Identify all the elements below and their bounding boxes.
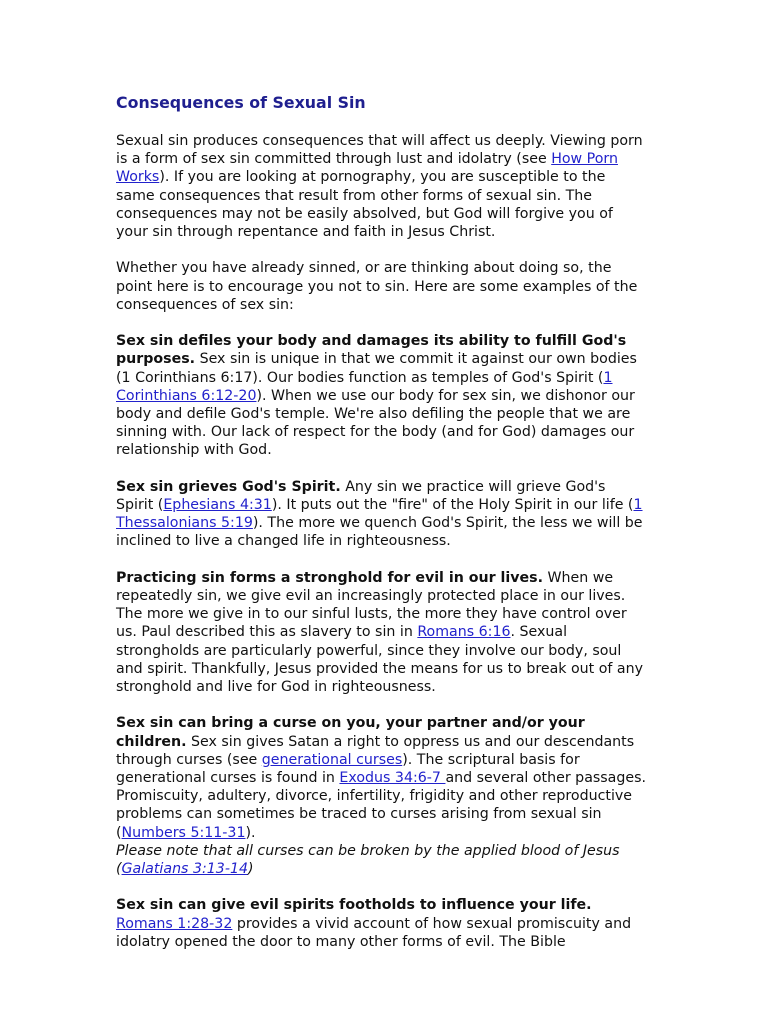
- thessalonians-5-19-link[interactable]: 1 Thessalonians 5:19: [116, 497, 643, 532]
- section-text: ). It puts out the "fire" of the Holy Spirit in our life (: [271, 497, 634, 514]
- intro-text-1: Sexual sin produces consequences that will affect us deeply. Viewing porn is a form of sex sin committed through lust and idolatry (see: [116, 133, 643, 168]
- section-heading-stronghold: Practicing sin forms a stronghold for evil in our lives.: [116, 569, 543, 586]
- section-text: ). When we use our body for sex sin, we dishonor our body and defile God's temple. We're also defiling the people that we are sinning with. Our lack of respect for the body (and for God) damages our relationship with God.: [116, 387, 635, 459]
- generational-curses-link[interactable]: generational curses: [261, 751, 403, 768]
- section-curse: [116, 714, 646, 878]
- section-heading-defiles-body: Sex sin defiles your body and damages its ability to fulfill God's purposes.: [116, 333, 627, 368]
- section-stronghold: [116, 569, 646, 696]
- section-heading-footholds: Sex sin can give evil spirits footholds to influence your life.: [116, 897, 592, 914]
- section-text: Sex sin gives Satan a right to oppress us and our descendants through curses (see: [116, 733, 635, 768]
- romans-1-28-32-link[interactable]: Romans 1:28-32: [116, 915, 233, 932]
- section-text: provides a vivid account of how sexual promiscuity and idolatry opened the door to many other forms of evil. The Bible: [116, 915, 632, 950]
- galatians-3-13-14-link[interactable]: Galatians 3:13-14: [121, 861, 248, 878]
- ephesians-4-31-link[interactable]: Ephesians 4:31: [163, 497, 272, 514]
- section-text: . Sexual strongholds are particularly powerful, since they involve our body, soul and spirit. Thankfully, Jesus provided the means for us to break out of any stronghold and live for God in righteousness.: [116, 624, 644, 696]
- section-text: Sex sin is unique in that we commit it against our own bodies (1 Corinthians 6:17). Our bodies function as temples of God's Spirit (: [116, 351, 637, 386]
- how-porn-works-link[interactable]: How Porn Works: [116, 151, 618, 186]
- section-heading-grieves-spirit: Sex sin grieves God's Spirit.: [116, 478, 341, 495]
- section-text: and several other passages. Promiscuity, adultery, divorce, infertility, frigidity and other reproductive problems can sometimes be traced to curses arising from sexual sin (: [116, 770, 646, 841]
- section-text: Any sin we practice will grieve God's Spirit (: [116, 478, 606, 514]
- section-text: ).: [245, 824, 256, 841]
- romans-6-16-link[interactable]: Romans 6:16: [417, 624, 511, 641]
- section-text: When we repeatedly sin, we give evil an increasingly protected place in our lives. The more we give in to our sinful lusts, the more they have control over us. Paul described this as slavery to sin in: [116, 569, 627, 641]
- numbers-5-11-31-link[interactable]: Numbers 5:11-31: [121, 824, 246, 841]
- section-footholds: [116, 896, 646, 951]
- corinthians-6-12-20-link[interactable]: 1 Corinthians 6:12-20: [116, 369, 613, 404]
- exodus-34-6-7-link[interactable]: Exodus 34:6-7: [339, 770, 446, 787]
- intro-paragraph-2: Whether you have already sinned, or are thinking about doing so, the point here is to encourage you not to sin. Here are some examples of the consequences of sex sin:: [116, 260, 638, 313]
- intro-text-2: ). If you are looking at pornography, you are susceptible to the same consequences that result from other forms of sexual sin. The consequences may not be easily absolved, but God will forgive you of your sin through repentance and faith in Jesus Christ.: [116, 169, 613, 241]
- section-text: ). The more we quench God's Spirit, the less we will be inclined to live a changed life in righteousness.: [116, 515, 643, 550]
- curse-note: [116, 843, 620, 877]
- document-page: [116, 92, 646, 969]
- intro-paragraph: [116, 132, 646, 241]
- section-grieves-spirit: [116, 478, 646, 551]
- section-heading-curse: Sex sin can bring a curse on you, your partner and/or your children.: [116, 715, 585, 750]
- curse-note-text: ): [248, 861, 254, 878]
- section-defiles-body: [116, 332, 646, 459]
- page-title: Consequences of Sexual Sin: [116, 93, 366, 112]
- section-text: ). The scriptural basis for generational curses is found in: [116, 751, 580, 787]
- curse-note-text: Please note that all curses can be broken by the applied blood of Jesus (: [116, 842, 620, 878]
